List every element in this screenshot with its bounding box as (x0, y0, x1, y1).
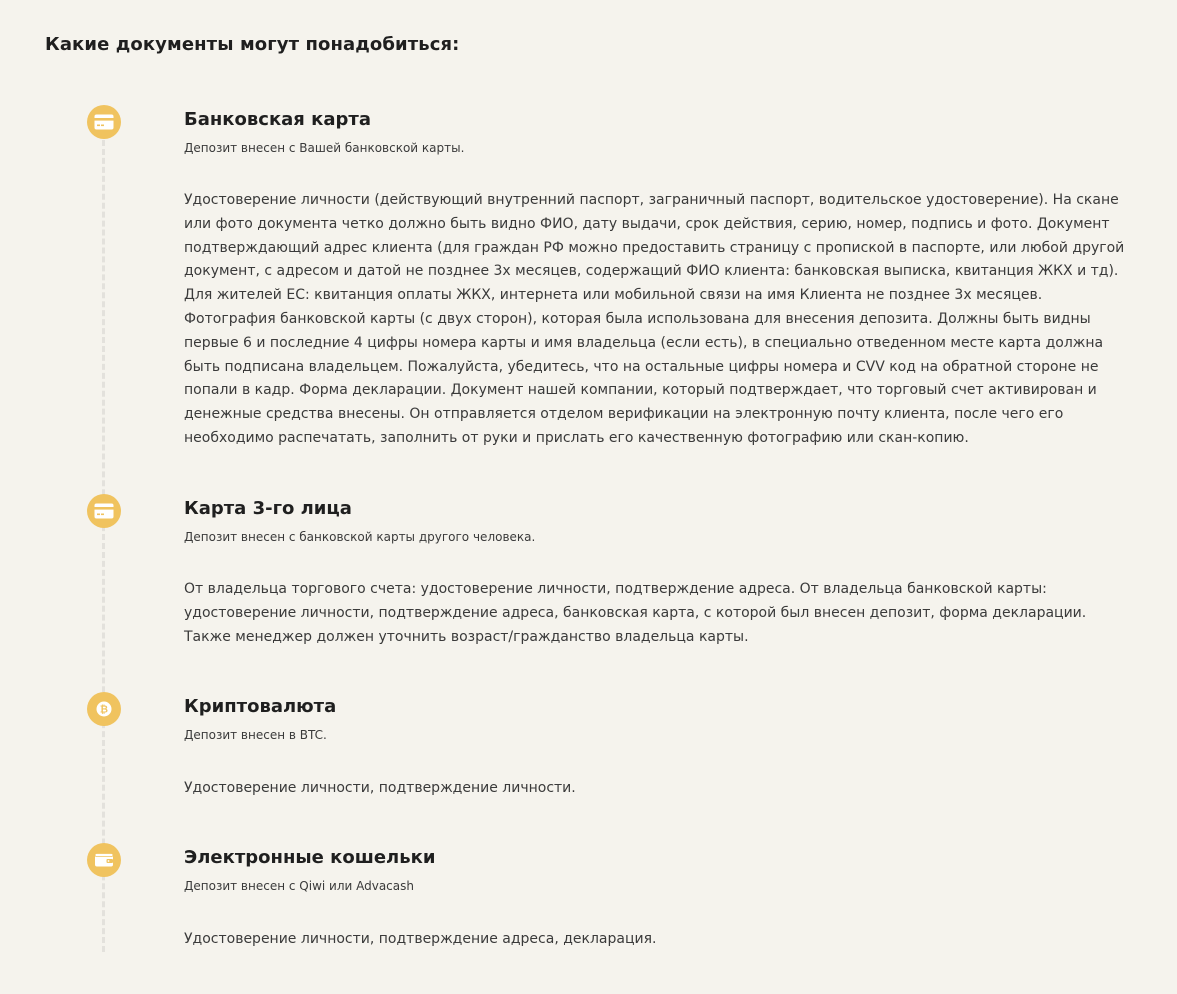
credit-card-icon (87, 105, 121, 139)
svg-text:₿: ₿ (99, 704, 109, 716)
bitcoin-icon (87, 692, 121, 726)
item-description: Удостоверение личности (действующий внутренний паспорт, заграничный паспорт, водительское удостоверение). На скане или фото документа четко должно быть видно ФИО, дату выдачи, срок действия, серию, номер, подпись и фото. Документ подтверждающий адрес клиента (для граждан РФ можно предоставить страницу с пропиской в паспорте, или любой другой документ, с адресом и датой не позднее 3х месяцев, содержащий ФИО клиента: банковская выписка, квитанция ЖКХ и тд). Для жителей ЕС: квитанция оплаты ЖКХ, интернета или мобильной связи на имя Клиента не позднее 3х месяцев. Фотография банковской карты (с двух сторон), которая была использована для внесения депозита. Должны быть видны первые 6 и последние 4 цифры номера карты и имя владельца (если есть), в специально отведенном месте карта должна быть подписана владельцем. Пожалуйста, убедитесь, что на остальные цифры номера и CVV код на обратной стороне не попали в кадр. Форма декларации. Документ нашей компании, который подтверждает, что торговый счет активирован и денежные средства внесены. Он отправляется отделом верификации на электронную почту клиента, после чего его необходимо распечатать, заполнить от руки и прислать его качественную фотографию или скан-копию. (184, 192, 1125, 446)
credit-card-icon (87, 494, 121, 528)
item-title: Карта 3-го лица (184, 498, 352, 519)
timeline-line (102, 140, 105, 952)
item-title: Криптовалюта (184, 696, 337, 717)
item-description: Удостоверение личности, подтверждение адреса, декларация. (184, 931, 657, 947)
item-description: Удостоверение личности, подтверждение личности. (184, 780, 576, 796)
item-title: Банковская карта (184, 109, 371, 130)
item-subtitle: Депозит внесен в BTC. (184, 728, 327, 742)
item-subtitle: Депозит внесен с банковской карты другого человека. (184, 530, 536, 544)
item-subtitle: Депозит внесен с Qiwi или Advacash (184, 879, 414, 893)
page-title: Какие документы могут понадобиться: (45, 34, 460, 55)
item-subtitle: Депозит внесен с Вашей банковской карты. (184, 141, 465, 155)
wallet-icon (87, 843, 121, 877)
item-description: От владельца торгового счета: удостоверение личности, подтверждение адреса. От владельца банковской карты: удостоверение личности, подтверждение адреса, банковская карта, с которой был внесен депозит, форма декларации. Также менеджер должен уточнить возраст/гражданство владельца карты. (184, 581, 1087, 645)
item-title: Электронные кошельки (184, 847, 436, 868)
